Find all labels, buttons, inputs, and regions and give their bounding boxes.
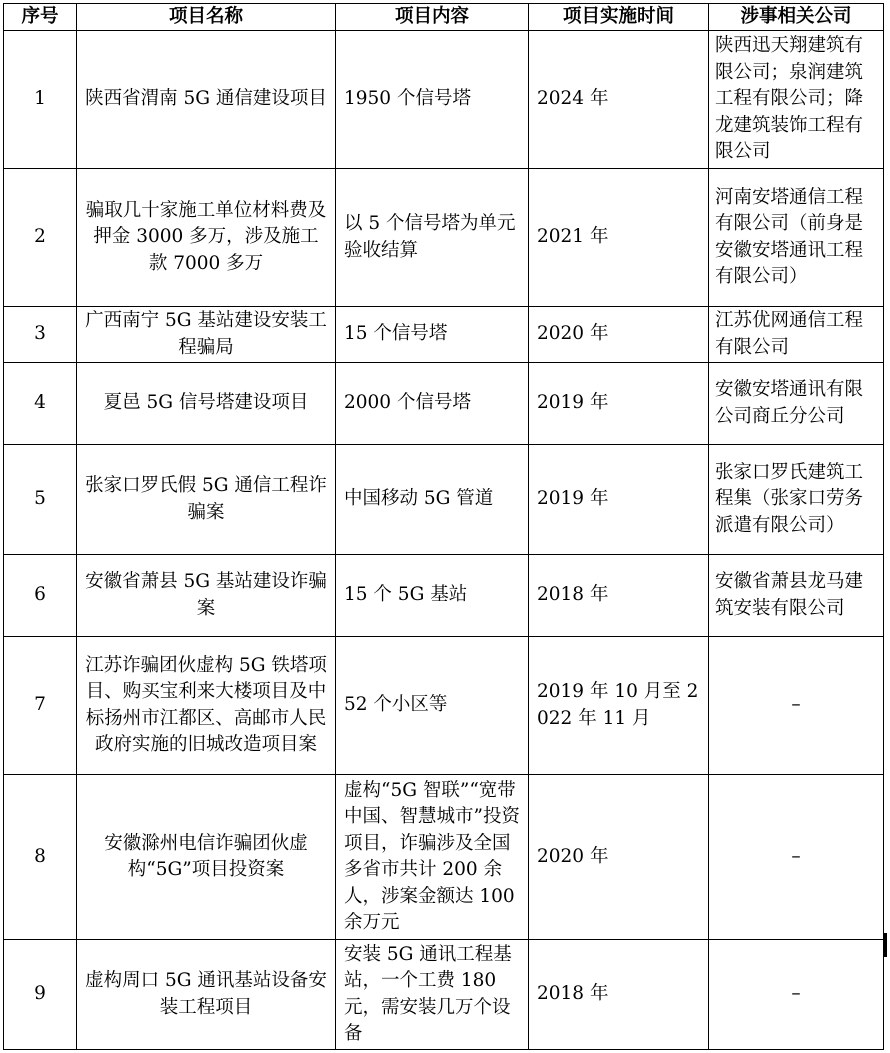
- cell-time: 2020 年: [529, 307, 709, 363]
- cell-seq: 2: [4, 169, 77, 307]
- cell-seq: 1: [4, 31, 77, 169]
- cell-name: 安徽省萧县 5G 基站建设诈骗案: [77, 555, 336, 637]
- table-row: [4, 31, 884, 169]
- cell-seq: 3: [4, 307, 77, 363]
- cell-time: 2024 年: [529, 31, 709, 169]
- cell-company: 陕西迅天翔建筑有限公司；泉润建筑工程有限公司；降龙建筑装饰工程有限公司: [709, 31, 884, 169]
- cell-name: 虚构周口 5G 通讯基站设备安装工程项目: [77, 940, 336, 1050]
- cell-company: 张家口罗氏建筑工程集（张家口劳务派遣有限公司）: [709, 445, 884, 555]
- cell-time: 2021 年: [529, 169, 709, 307]
- cell-content: 安装 5G 通讯工程基站，一个工费 180 元，需安装几万个设备: [336, 940, 529, 1050]
- cell-company: –: [709, 637, 884, 775]
- cell-seq: 4: [4, 363, 77, 445]
- cell-name: 骗取几十家施工单位材料费及押金 3000 多万，涉及施工款 7000 多万: [77, 169, 336, 307]
- cell-content: 15 个 5G 基站: [336, 555, 529, 637]
- cell-time: 2019 年 10 月至 2022 年 11 月: [529, 637, 709, 775]
- scan-edge-mark: [884, 933, 887, 957]
- table-row: [4, 363, 884, 445]
- cell-time: 2019 年: [529, 445, 709, 555]
- cell-company: 江苏优网通信工程有限公司: [709, 307, 884, 363]
- header-time: 项目实施时间: [529, 4, 709, 31]
- table-row: [4, 775, 884, 940]
- cell-company: 河南安塔通信工程有限公司（前身是安徽安塔通讯工程有限公司）: [709, 169, 884, 307]
- cell-time: 2018 年: [529, 555, 709, 637]
- cell-company: –: [709, 775, 884, 940]
- cell-content: 虚构“5G 智联”“宽带中国、智慧城市”投资项目，诈骗涉及全国多省市共计 200 余人，涉案金额达 100 余万元: [336, 775, 529, 940]
- cell-name: 张家口罗氏假 5G 通信工程诈骗案: [77, 445, 336, 555]
- cell-seq: 7: [4, 637, 77, 775]
- table-row: [4, 307, 884, 363]
- cell-name: 夏邑 5G 信号塔建设项目: [77, 363, 336, 445]
- table-row: [4, 555, 884, 637]
- cell-name: 安徽滁州电信诈骗团伙虚构“5G”项目投资案: [77, 775, 336, 940]
- cell-content: 2000 个信号塔: [336, 363, 529, 445]
- cell-time: 2020 年: [529, 775, 709, 940]
- header-content: 项目内容: [336, 4, 529, 31]
- header-seq: 序号: [4, 4, 77, 31]
- cell-content: 52 个小区等: [336, 637, 529, 775]
- table-row: [4, 637, 884, 775]
- table-row: [4, 445, 884, 555]
- cell-seq: 5: [4, 445, 77, 555]
- header-company: 涉事相关公司: [709, 4, 884, 31]
- cell-company: 安徽省萧县龙马建筑安装有限公司: [709, 555, 884, 637]
- cell-time: 2018 年: [529, 940, 709, 1050]
- cell-seq: 6: [4, 555, 77, 637]
- header-name: 项目名称: [77, 4, 336, 31]
- cell-name: 江苏诈骗团伙虚构 5G 铁塔项目、购买宝利来大楼项目及中标扬州市江都区、高邮市人民政府实施的旧城改造项目案: [77, 637, 336, 775]
- table-row: [4, 940, 884, 1050]
- cell-company: –: [709, 940, 884, 1050]
- project-table: [3, 3, 884, 1050]
- cell-time: 2019 年: [529, 363, 709, 445]
- header-row: [4, 4, 884, 31]
- cell-name: 广西南宁 5G 基站建设安装工程骗局: [77, 307, 336, 363]
- cell-name: 陕西省渭南 5G 通信建设项目: [77, 31, 336, 169]
- table-row: [4, 169, 884, 307]
- cell-content: 1950 个信号塔: [336, 31, 529, 169]
- cell-seq: 9: [4, 940, 77, 1050]
- cell-content: 15 个信号塔: [336, 307, 529, 363]
- cell-content: 以 5 个信号塔为单元验收结算: [336, 169, 529, 307]
- cell-content: 中国移动 5G 管道: [336, 445, 529, 555]
- cell-company: 安徽安塔通讯有限公司商丘分公司: [709, 363, 884, 445]
- cell-seq: 8: [4, 775, 77, 940]
